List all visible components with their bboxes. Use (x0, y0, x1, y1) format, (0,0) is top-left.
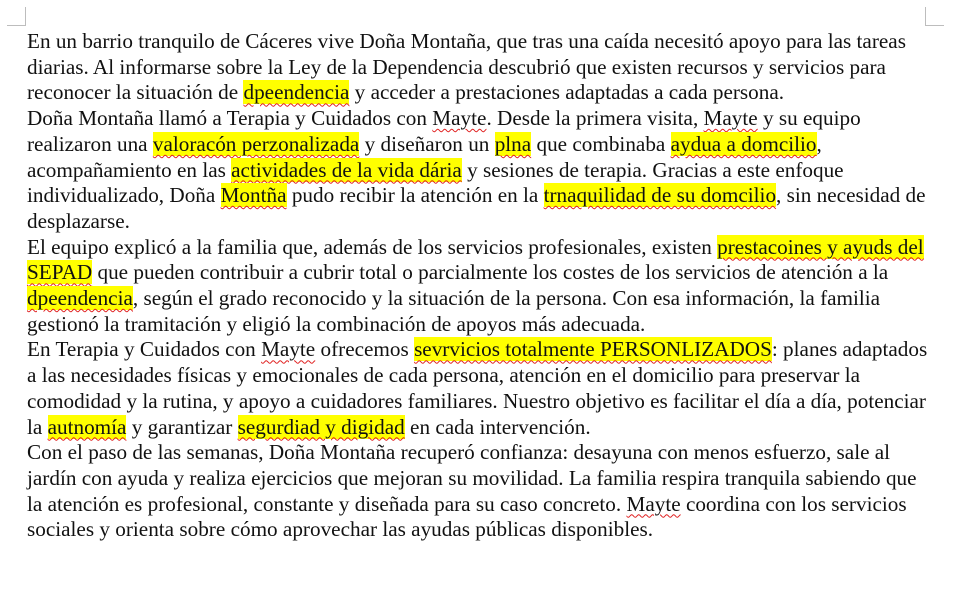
text-run: El equipo explicó a la familia que, además de los servicios profesionales, existen (27, 234, 718, 259)
spellcheck-flagged-word: Mayte (432, 106, 487, 131)
document-body[interactable] (27, 29, 937, 543)
text-run: Doña Montaña llamó a Terapia y Cuidados con (27, 106, 433, 131)
text-run: , según el grado reconocido y la situación de la persona. Con esa información, la familia gestionó la tramitación y eligió la combinación de apoyos más adecuada. (27, 286, 881, 336)
spellcheck-flagged-word: Mayte (703, 106, 758, 131)
paragraph (27, 337, 937, 440)
text-run: y acceder a prestaciones adaptadas a cada persona. (349, 80, 785, 105)
highlighted-misspelling: trnaquilidad de su domcilio (543, 183, 777, 208)
page-margin-corner-top-right (925, 7, 944, 26)
paragraph (27, 235, 937, 338)
highlighted-misspelling: aydua a domcilio (670, 131, 817, 156)
text-run: Con el paso de las semanas, Doña Montaña recuperó confianza: desayuna con menos esfuerzo, sale al jardín con ayuda y realiza ejercicios que mejoran su movilidad. La familia respira tranquila sabiendo que la atención es profesional, constante y diseñada para su caso concreto. (27, 440, 917, 516)
highlighted-misspelling: prestacoines y ayuds del SEPAD (27, 234, 924, 285)
highlighted-misspelling: valoracón perzonalizada (152, 131, 360, 156)
text-run: , sin necesidad de desplazarse. (27, 183, 926, 233)
text-run: coordina con los servicios sociales y orienta sobre cómo aprovechar las ayudas públicas disponibles. (27, 491, 907, 542)
text-run: . Desde la primera visita, (486, 106, 704, 131)
highlighted-misspelling: Montña (220, 183, 287, 208)
highlighted-misspelling: autnomía (47, 414, 127, 439)
paragraph (27, 106, 937, 235)
text-run: que pueden contribuir a cubrir total o parcialmente los costes de los servicios de atención a la (92, 260, 889, 285)
paragraph (27, 29, 937, 106)
text-run: En Terapia y Cuidados con (27, 337, 262, 362)
text-run: y diseñaron un (359, 131, 495, 156)
highlighted-misspelling: sevrvicios totalmente PERSONLIZADOS (414, 337, 772, 362)
highlighted-misspelling: actividades de la vida dária (231, 157, 462, 182)
page-margin-corner-top-left (7, 7, 26, 26)
text-run: pudo recibir la atención en la (286, 183, 544, 208)
text-run: y su equipo realizaron una (27, 106, 861, 156)
text-run: y sesiones de terapia. Gracias a este enfoque individualizado, Doña (27, 157, 844, 208)
highlighted-misspelling: plna (494, 131, 532, 156)
highlighted-misspelling: segurdiad y digidad (237, 414, 405, 439)
text-run: en cada intervención. (404, 414, 591, 439)
text-run: , acompañamiento en las (27, 131, 822, 182)
text-run: ofrecemos (315, 337, 415, 362)
highlighted-misspelling: dpeendencia (243, 80, 350, 105)
text-run: que combinaba (531, 131, 671, 156)
text-run: y garantizar (126, 414, 238, 439)
text-run: : planes adaptados a las necesidades físicas y emocionales de cada persona, atención en el domicilio para preservar la comodidad y la rutina, y apoyo a cuidadores familiares. Nuestro objetivo es facilitar el día a día, potenciar la (27, 337, 928, 439)
spellcheck-flagged-word: Mayte (261, 337, 316, 362)
paragraph (27, 440, 937, 543)
highlighted-misspelling: dpeendencia (27, 286, 133, 311)
text-run: En un barrio tranquilo de Cáceres vive Doña Montaña, que tras una caída necesitó apoyo para las tareas diarias. Al informarse sobre la Ley de la Dependencia descubrió que existen recursos y servicios para reconocer la situación de (27, 29, 906, 105)
spellcheck-flagged-word: Mayte (626, 491, 681, 516)
